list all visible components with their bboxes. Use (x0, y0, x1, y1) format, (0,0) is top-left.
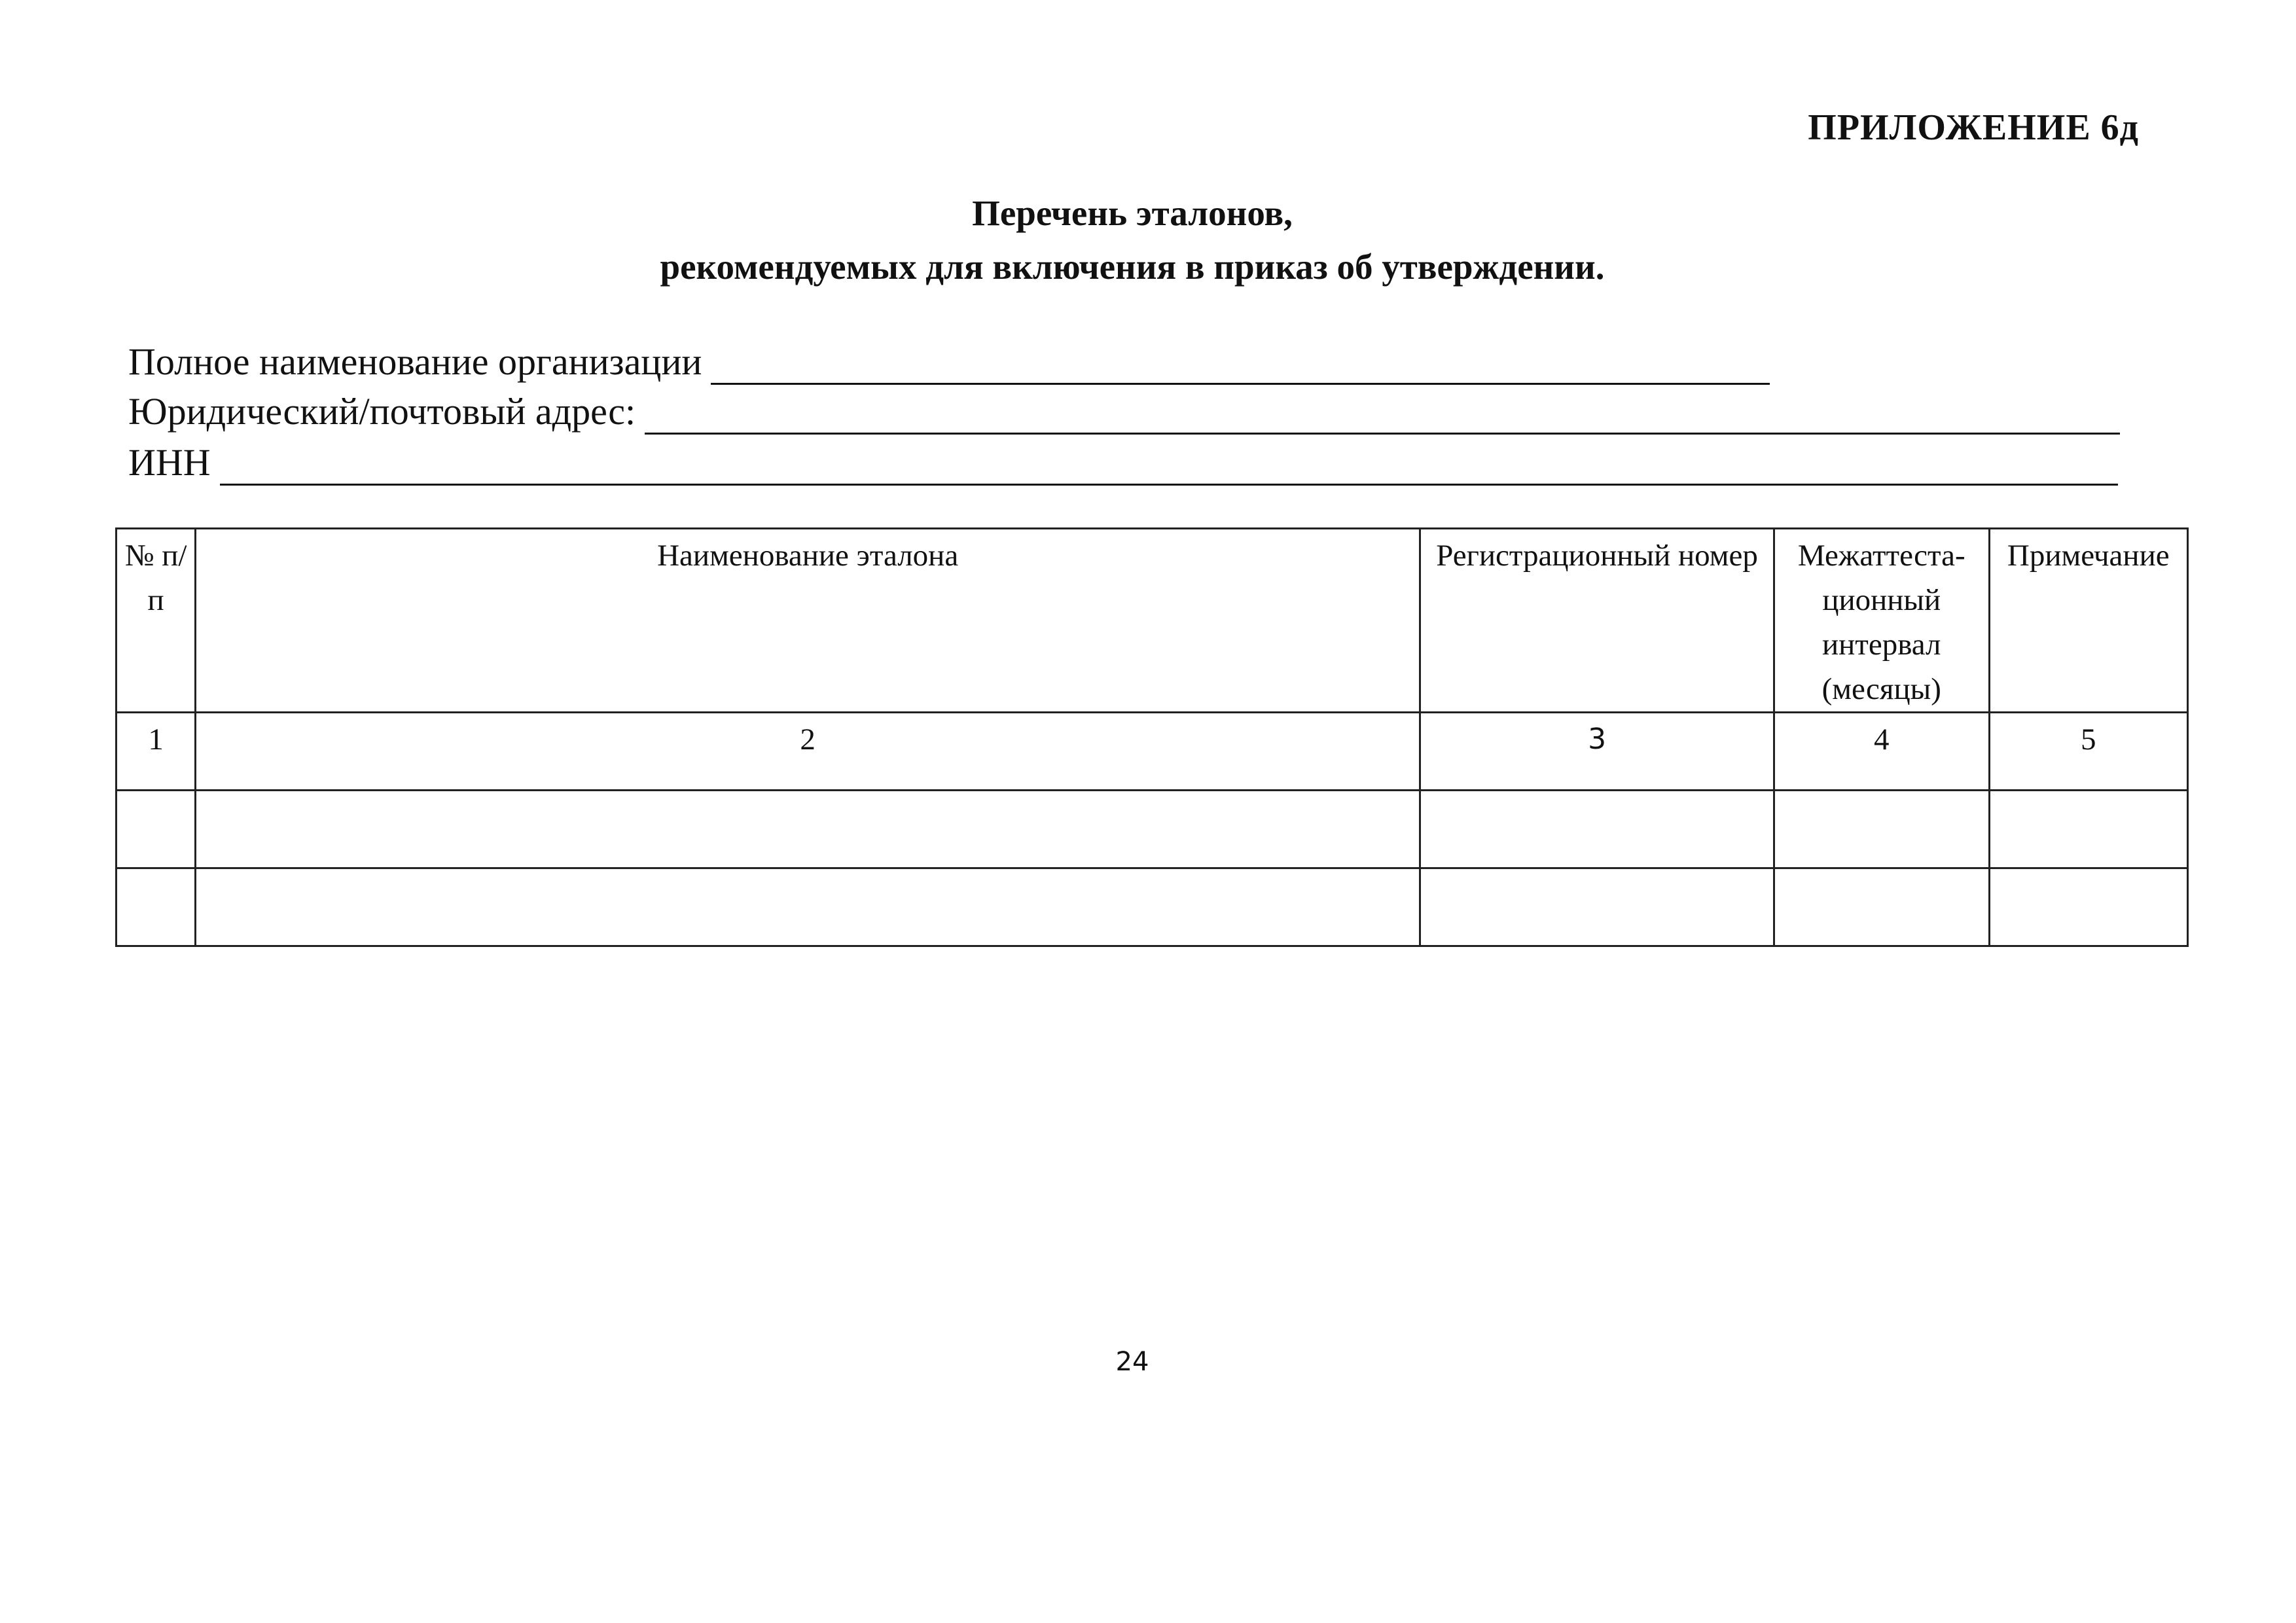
organization-blank-line[interactable] (711, 348, 1770, 385)
column-number-1: 1 (117, 713, 196, 791)
column-number-2: 2 (196, 713, 1420, 791)
header-number: № п/п (117, 529, 196, 713)
address-label: Юридический/почтовый адрес: (128, 390, 636, 433)
inn-blank-line[interactable] (220, 448, 2118, 486)
empty-cell[interactable] (196, 868, 1420, 946)
empty-cell[interactable] (117, 791, 196, 868)
column-numbers-row (117, 713, 2188, 791)
inn-field (128, 440, 2118, 486)
empty-cell[interactable] (196, 791, 1420, 868)
empty-cell[interactable] (1774, 791, 1989, 868)
column-number-4: 4 (1774, 713, 1989, 791)
empty-cell[interactable] (1774, 868, 1989, 946)
title-line-2: рекомендуемых для включения в приказ об утверждении. (660, 247, 1605, 287)
inn-label: ИНН (128, 441, 211, 484)
empty-cell[interactable] (1420, 868, 1774, 946)
header-registration-number: Регистрационный номер (1420, 529, 1774, 713)
address-field (128, 389, 2120, 435)
header-notes: Примечание (1989, 529, 2188, 713)
title-line-1: Перечень эталонов, (972, 193, 1293, 233)
table-header-row (117, 529, 2188, 713)
column-number-5: 5 (1989, 713, 2188, 791)
organization-field (128, 339, 1770, 385)
standards-table (115, 527, 2189, 947)
table-row (117, 791, 2188, 868)
page-number: 24 (1115, 1347, 1149, 1377)
header-interval: Межаттеста-ционный интервал (месяцы) (1774, 529, 1989, 713)
appendix-label: ПРИЛОЖЕНИЕ 6д (1808, 107, 2139, 148)
organization-label: Полное наименование организации (128, 340, 702, 383)
empty-cell[interactable] (1420, 791, 1774, 868)
header-standard-name: Наименование эталона (196, 529, 1420, 713)
column-number-3: 3 (1420, 713, 1774, 791)
document-title (0, 187, 2265, 294)
empty-cell[interactable] (1989, 791, 2188, 868)
empty-cell[interactable] (1989, 868, 2188, 946)
table-row (117, 868, 2188, 946)
empty-cell[interactable] (117, 868, 196, 946)
address-blank-line[interactable] (645, 397, 2120, 435)
